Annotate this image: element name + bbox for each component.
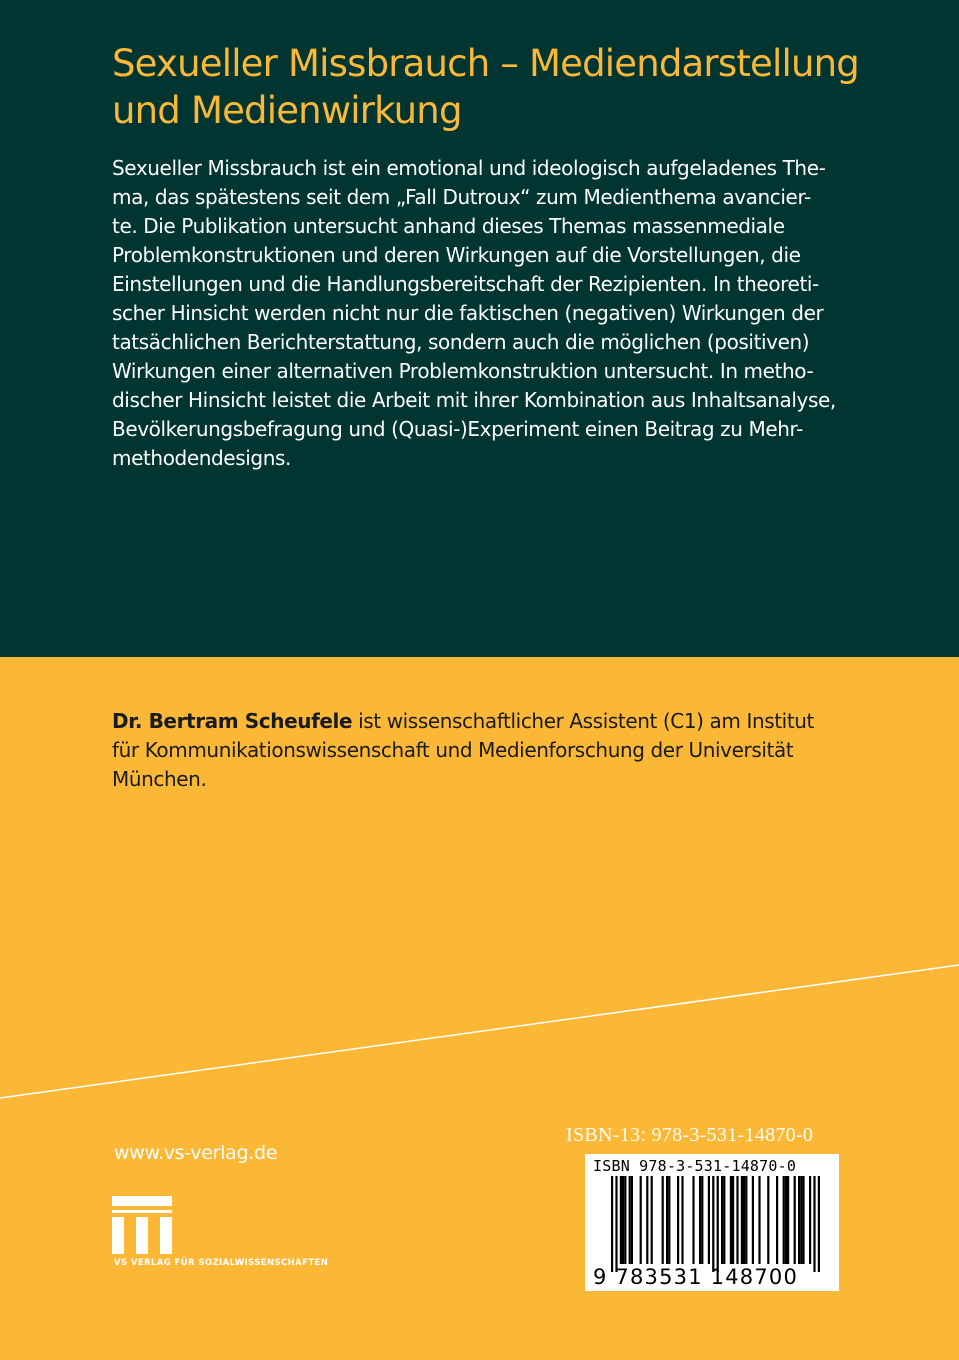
- barcode-bar: [699, 1176, 701, 1264]
- barcode-bar: [818, 1176, 820, 1272]
- publisher-website: www.vs-verlag.de: [114, 1142, 278, 1164]
- barcode-bar: [668, 1176, 670, 1264]
- description-line: Problemkonstruktionen und deren Wirkungen auf die Vorstellungen, die: [112, 243, 801, 267]
- barcode-bar: [681, 1176, 683, 1264]
- barcode-bar: [640, 1176, 642, 1264]
- publisher-logo-text: VS VERLAG FÜR SOZIALWISSENSCHAFTEN: [114, 1258, 329, 1268]
- barcode-bar: [646, 1176, 648, 1264]
- barcode-bar: [800, 1176, 802, 1264]
- barcode-bar: [798, 1176, 800, 1264]
- barcode-bar: [802, 1176, 804, 1264]
- description-line: tatsächlichen Berichterstattung, sondern auch die möglichen (positiven): [112, 330, 810, 354]
- description-line: discher Hinsicht leistet die Arbeit mit ihrer Kombination aus Inhaltsanalyse,: [112, 388, 836, 412]
- barcode-bar: [712, 1176, 714, 1272]
- description-line: methodendesigns.: [112, 446, 291, 470]
- barcode-isbn-header: ISBN 978-3-531-14870-0: [593, 1157, 797, 1175]
- barcode-bar: [629, 1176, 631, 1264]
- description-line: Sexueller Missbrauch ist ein emotional und ideologisch aufgeladenes The-: [112, 156, 826, 180]
- title-line-1: Sexueller Missbrauch – Mediendarstellung: [112, 42, 859, 85]
- barcode-bar: [708, 1176, 710, 1264]
- author-bio-line-2: für Kommunikationswissenschaft und Medienforschung der Universität: [112, 738, 794, 762]
- barcode-bar: [776, 1176, 778, 1264]
- barcode-bar: [730, 1176, 732, 1264]
- author-bio-line-3: München.: [112, 767, 207, 791]
- barcode-bar: [723, 1176, 725, 1264]
- barcode-bar: [743, 1176, 745, 1264]
- barcode-bar: [692, 1176, 694, 1264]
- barcode-bar: [785, 1176, 787, 1264]
- description-line: Bevölkerungsbefragung und (Quasi-)Experiment einen Beitrag zu Mehr-: [112, 417, 803, 441]
- description-line: scher Hinsicht werden nicht nur die faktischen (negativen) Wirkungen der: [112, 301, 824, 325]
- barcode-bar: [677, 1176, 679, 1264]
- barcode-bar: [787, 1176, 789, 1264]
- barcode-bar: [615, 1176, 617, 1272]
- barcode-bar: [651, 1176, 653, 1264]
- barcode-bar: [752, 1176, 754, 1264]
- barcode-bar: [624, 1176, 626, 1264]
- barcode-bar: [745, 1176, 747, 1264]
- barcode-bar: [662, 1176, 664, 1264]
- isbn-barcode: [585, 1154, 839, 1291]
- author-name: Dr. Bertram Scheufele: [112, 709, 353, 733]
- barcode-bar: [717, 1176, 719, 1272]
- barcode-bar: [721, 1176, 723, 1264]
- barcode-bar: [620, 1176, 622, 1264]
- barcode-bar: [767, 1176, 769, 1264]
- barcode-bar: [736, 1176, 738, 1264]
- barcode-bar: [758, 1176, 760, 1264]
- description-line: Wirkungen einer alternativen Problemkonstruktion untersucht. In metho-: [112, 359, 814, 383]
- barcode-bar: [783, 1176, 785, 1264]
- barcode-bar: [666, 1176, 668, 1264]
- description-line: te. Die Publikation untersucht anhand dieses Themas massenmediale: [112, 214, 785, 238]
- description-line: Einstellungen und die Handlungsbereitschaft der Rezipienten. In theoreti-: [112, 272, 819, 296]
- barcode-bar: [813, 1176, 815, 1272]
- author-bio-text: ist wissenschaftlicher Assistent (C1) am Institut: [352, 709, 814, 733]
- barcode-bar: [794, 1176, 796, 1264]
- barcode-bar: [741, 1176, 743, 1264]
- vs-verlag-logo-icon: [112, 1196, 172, 1254]
- description-line: ma, das spätestens seit dem „Fall Dutroux“ zum Medienthema avancier-: [112, 185, 811, 209]
- barcode-bar: [611, 1176, 613, 1272]
- isbn-label: ISBN-13: 978-3-531-14870-0: [566, 1124, 814, 1146]
- barcode-bar: [732, 1176, 734, 1264]
- barcode-bar: [701, 1176, 703, 1264]
- barcode-bar: [631, 1176, 633, 1264]
- barcode-bar: [622, 1176, 624, 1264]
- barcode-digits: 9 783531 148700: [593, 1265, 799, 1289]
- title-line-2: und Medienwirkung: [112, 89, 462, 132]
- barcode-bar: [809, 1176, 811, 1264]
